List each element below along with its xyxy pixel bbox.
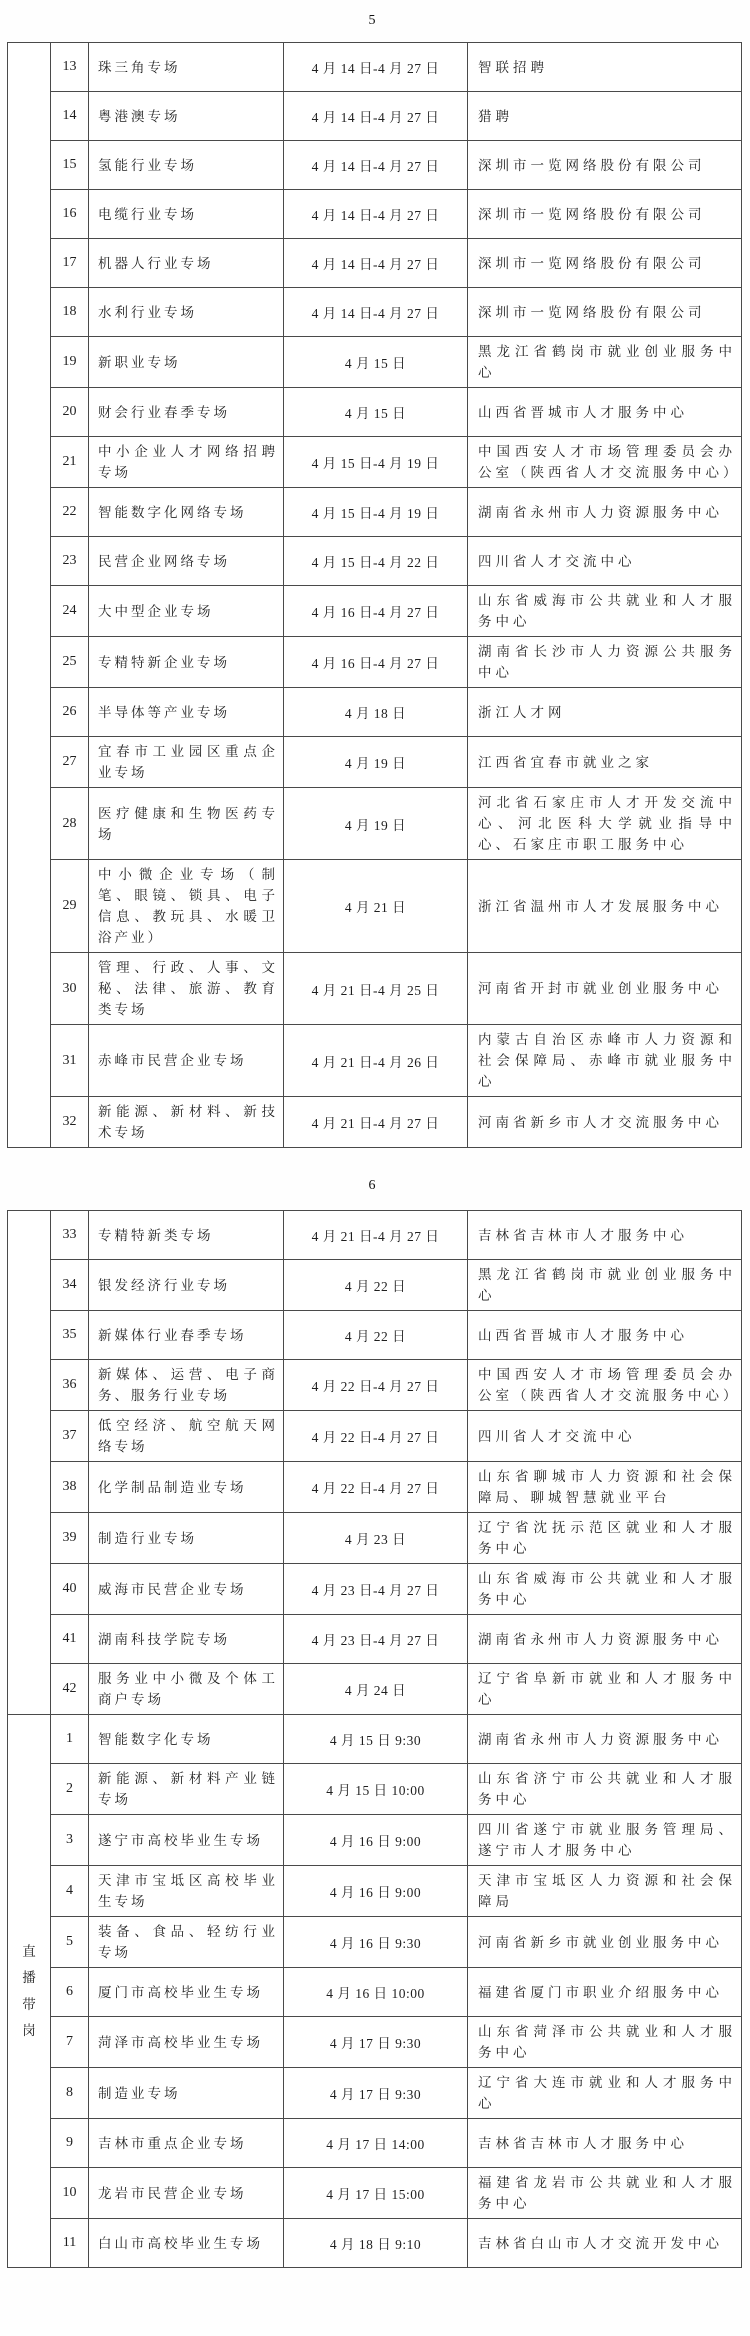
- event-date: 4 月 16 日-4 月 27 日: [284, 637, 468, 688]
- event-name: 服务业中小微及个体工商户专场: [89, 1664, 284, 1715]
- organizer: 河北省石家庄市人才开发交流中心、河北医科大学就业指导中心、石家庄市职工服务中心: [468, 788, 742, 860]
- row-number: 22: [51, 488, 89, 537]
- event-date: 4 月 21 日-4 月 26 日: [284, 1025, 468, 1097]
- row-number: 38: [51, 1462, 89, 1513]
- event-name: 新职业专场: [89, 337, 284, 388]
- organizer: 吉林省白山市人才交流开发中心: [468, 2219, 742, 2268]
- row-number: 32: [51, 1097, 89, 1148]
- organizer: 四川省遂宁市就业服务管理局、遂宁市人才服务中心: [468, 1815, 742, 1866]
- table-row: [8, 2219, 742, 2268]
- organizer: 辽宁省沈抚示范区就业和人才服务中心: [468, 1513, 742, 1564]
- table-row: [8, 239, 742, 288]
- table-row: [8, 2119, 742, 2168]
- event-name: 装备、食品、轻纺行业专场: [89, 1917, 284, 1968]
- row-number: 3: [51, 1815, 89, 1866]
- event-date: 4 月 24 日: [284, 1664, 468, 1715]
- table-row: [8, 953, 742, 1025]
- event-date: 4 月 17 日 15:00: [284, 2168, 468, 2219]
- event-name: 银发经济行业专场: [89, 1260, 284, 1311]
- organizer: 山东省济宁市公共就业和人才服务中心: [468, 1764, 742, 1815]
- row-number: 34: [51, 1260, 89, 1311]
- row-number: 41: [51, 1615, 89, 1664]
- row-number: 19: [51, 337, 89, 388]
- table-row: [8, 1211, 742, 1260]
- event-date: 4 月 17 日 14:00: [284, 2119, 468, 2168]
- row-number: 31: [51, 1025, 89, 1097]
- event-name: 民营企业网络专场: [89, 537, 284, 586]
- event-name: 新媒体行业春季专场: [89, 1311, 284, 1360]
- row-number: 5: [51, 1917, 89, 1968]
- event-date: 4 月 19 日: [284, 737, 468, 788]
- organizer: 四川省人才交流中心: [468, 537, 742, 586]
- event-date: 4 月 15 日: [284, 388, 468, 437]
- event-date: 4 月 16 日 10:00: [284, 1968, 468, 2017]
- event-name: 中小企业人才网络招聘专场: [89, 437, 284, 488]
- organizer: 黑龙江省鹤岗市就业创业服务中心: [468, 1260, 742, 1311]
- table-row: [8, 388, 742, 437]
- table-row: [8, 1564, 742, 1615]
- row-number: 9: [51, 2119, 89, 2168]
- event-date: 4 月 21 日-4 月 27 日: [284, 1097, 468, 1148]
- page-number: 5: [368, 13, 376, 28]
- organizer: 山西省晋城市人才服务中心: [468, 388, 742, 437]
- event-name: 吉林市重点企业专场: [89, 2119, 284, 2168]
- organizer: 辽宁省阜新市就业和人才服务中心: [468, 1664, 742, 1715]
- row-number: 33: [51, 1211, 89, 1260]
- table-row: [8, 1664, 742, 1715]
- row-number: 29: [51, 860, 89, 953]
- live-broadcast-label: [8, 1715, 51, 2268]
- row-number: 21: [51, 437, 89, 488]
- event-date: 4 月 17 日 9:30: [284, 2017, 468, 2068]
- event-date: 4 月 17 日 9:30: [284, 2068, 468, 2119]
- event-name: 财会行业春季专场: [89, 388, 284, 437]
- table-row: [8, 1462, 742, 1513]
- section-label-cell-empty: [8, 43, 51, 1148]
- table-row: [8, 1715, 742, 1764]
- event-name: 氢能行业专场: [89, 141, 284, 190]
- page-number: 6: [368, 1178, 376, 1193]
- event-date: 4 月 22 日-4 月 27 日: [284, 1360, 468, 1411]
- event-name: 专精特新企业专场: [89, 637, 284, 688]
- table-row: [8, 2168, 742, 2219]
- event-name: 电缆行业专场: [89, 190, 284, 239]
- organizer: 猎聘: [468, 92, 742, 141]
- organizer: 深圳市一览网络股份有限公司: [468, 288, 742, 337]
- event-date: 4 月 16 日 9:00: [284, 1866, 468, 1917]
- organizer: 内蒙古自治区赤峰市人力资源和社会保障局、赤峰市就业服务中心: [468, 1025, 742, 1097]
- event-name: 龙岩市民营企业专场: [89, 2168, 284, 2219]
- table-row: [8, 337, 742, 388]
- event-name: 智能数字化网络专场: [89, 488, 284, 537]
- label-char: 岗: [22, 2023, 36, 2038]
- label-char: 播: [22, 1970, 36, 1985]
- table-body: [8, 43, 742, 1148]
- organizer: 吉林省吉林市人才服务中心: [468, 2119, 742, 2168]
- row-number: 16: [51, 190, 89, 239]
- event-name: 智能数字化专场: [89, 1715, 284, 1764]
- event-date: 4 月 22 日: [284, 1260, 468, 1311]
- table-row: [8, 788, 742, 860]
- event-name: 威海市民营企业专场: [89, 1564, 284, 1615]
- row-number: 8: [51, 2068, 89, 2119]
- row-number: 6: [51, 1968, 89, 2017]
- organizer: 山西省晋城市人才服务中心: [468, 1311, 742, 1360]
- event-date: 4 月 21 日-4 月 27 日: [284, 1211, 468, 1260]
- table-row: [8, 1411, 742, 1462]
- organizer: 江西省宜春市就业之家: [468, 737, 742, 788]
- table-row: [8, 1866, 742, 1917]
- organizer: 深圳市一览网络股份有限公司: [468, 190, 742, 239]
- organizer: 河南省开封市就业创业服务中心: [468, 953, 742, 1025]
- event-date: 4 月 14 日-4 月 27 日: [284, 92, 468, 141]
- event-date: 4 月 16 日 9:00: [284, 1815, 468, 1866]
- section-label-cell-empty: [8, 1211, 51, 1715]
- event-date: 4 月 15 日-4 月 19 日: [284, 488, 468, 537]
- event-name: 白山市高校毕业生专场: [89, 2219, 284, 2268]
- event-date: 4 月 15 日 9:30: [284, 1715, 468, 1764]
- table-row: [8, 688, 742, 737]
- organizer: 深圳市一览网络股份有限公司: [468, 239, 742, 288]
- organizer: 深圳市一览网络股份有限公司: [468, 141, 742, 190]
- table-row: [8, 1360, 742, 1411]
- event-date: 4 月 15 日-4 月 22 日: [284, 537, 468, 586]
- organizer: 四川省人才交流中心: [468, 1411, 742, 1462]
- event-name: 管理、行政、人事、文秘、法律、旅游、教育类专场: [89, 953, 284, 1025]
- event-name: 专精特新类专场: [89, 1211, 284, 1260]
- table-row: [8, 1815, 742, 1866]
- event-date: 4 月 23 日: [284, 1513, 468, 1564]
- event-name: 制造业专场: [89, 2068, 284, 2119]
- table-row: [8, 1311, 742, 1360]
- event-name: 新能源、新材料、新技术专场: [89, 1097, 284, 1148]
- event-date: 4 月 21 日: [284, 860, 468, 953]
- event-date: 4 月 14 日-4 月 27 日: [284, 43, 468, 92]
- event-name: 珠三角专场: [89, 43, 284, 92]
- table-row: [8, 1097, 742, 1148]
- row-number: 25: [51, 637, 89, 688]
- event-name: 宜春市工业园区重点企业专场: [89, 737, 284, 788]
- event-name: 厦门市高校毕业生专场: [89, 1968, 284, 2017]
- row-number: 27: [51, 737, 89, 788]
- row-number: 14: [51, 92, 89, 141]
- row-number: 18: [51, 288, 89, 337]
- row-number: 26: [51, 688, 89, 737]
- table-row: [8, 1260, 742, 1311]
- event-name: 医疗健康和生物医药专场: [89, 788, 284, 860]
- event-date: 4 月 22 日-4 月 27 日: [284, 1411, 468, 1462]
- event-name: 湖南科技学院专场: [89, 1615, 284, 1664]
- row-number: 2: [51, 1764, 89, 1815]
- organizer: 湖南省永州市人力资源服务中心: [468, 1715, 742, 1764]
- row-number: 40: [51, 1564, 89, 1615]
- row-number: 28: [51, 788, 89, 860]
- row-number: 13: [51, 43, 89, 92]
- organizer: 山东省菏泽市公共就业和人才服务中心: [468, 2017, 742, 2068]
- organizer: 福建省厦门市职业介绍服务中心: [468, 1968, 742, 2017]
- event-date: 4 月 14 日-4 月 27 日: [284, 239, 468, 288]
- event-date: 4 月 15 日 10:00: [284, 1764, 468, 1815]
- row-number: 4: [51, 1866, 89, 1917]
- event-name: 赤峰市民营企业专场: [89, 1025, 284, 1097]
- organizer: 福建省龙岩市公共就业和人才服务中心: [468, 2168, 742, 2219]
- table-row: [8, 2068, 742, 2119]
- row-number: 23: [51, 537, 89, 586]
- table-row: [8, 2017, 742, 2068]
- table-row: [8, 1615, 742, 1664]
- table-row: [8, 92, 742, 141]
- table-row: [8, 860, 742, 953]
- organizer: 山东省威海市公共就业和人才服务中心: [468, 586, 742, 637]
- event-name: 新媒体、运营、电子商务、服务行业专场: [89, 1360, 284, 1411]
- event-name: 机器人行业专场: [89, 239, 284, 288]
- event-name: 粤港澳专场: [89, 92, 284, 141]
- event-name: 低空经济、航空航天网络专场: [89, 1411, 284, 1462]
- event-name: 制造行业专场: [89, 1513, 284, 1564]
- organizer: 湖南省永州市人力资源服务中心: [468, 1615, 742, 1664]
- table-row: [8, 537, 742, 586]
- event-date: 4 月 21 日-4 月 25 日: [284, 953, 468, 1025]
- table-row: [8, 1513, 742, 1564]
- event-name: 水利行业专场: [89, 288, 284, 337]
- organizer: 河南省新乡市就业创业服务中心: [468, 1917, 742, 1968]
- organizer: 中国西安人才市场管理委员会办公室（陕西省人才交流服务中心）: [468, 437, 742, 488]
- table-row: [8, 288, 742, 337]
- event-date: 4 月 14 日-4 月 27 日: [284, 141, 468, 190]
- event-date: 4 月 23 日-4 月 27 日: [284, 1615, 468, 1664]
- event-date: 4 月 22 日: [284, 1311, 468, 1360]
- row-number: 42: [51, 1664, 89, 1715]
- label-char: 直: [22, 1943, 36, 1959]
- row-number: 1: [51, 1715, 89, 1764]
- table-row: [8, 737, 742, 788]
- table-row: [8, 1025, 742, 1097]
- row-number: 30: [51, 953, 89, 1025]
- event-name: 菏泽市高校毕业生专场: [89, 2017, 284, 2068]
- organizer: 辽宁省大连市就业和人才服务中心: [468, 2068, 742, 2119]
- schedule-table-page6: [7, 1210, 742, 2268]
- row-number: 7: [51, 2017, 89, 2068]
- table-row: [8, 141, 742, 190]
- table-row: [8, 190, 742, 239]
- row-number: 24: [51, 586, 89, 637]
- row-number: 15: [51, 141, 89, 190]
- organizer: 中国西安人才市场管理委员会办公室（陕西省人才交流服务中心）: [468, 1360, 742, 1411]
- organizer: 山东省聊城市人力资源和社会保障局、聊城智慧就业平台: [468, 1462, 742, 1513]
- row-number: 20: [51, 388, 89, 437]
- schedule-table-page5: [7, 42, 742, 1148]
- event-date: 4 月 18 日 9:10: [284, 2219, 468, 2268]
- organizer: 浙江人才网: [468, 688, 742, 737]
- organizer: 山东省威海市公共就业和人才服务中心: [468, 1564, 742, 1615]
- row-number: 10: [51, 2168, 89, 2219]
- organizer: 湖南省长沙市人力资源公共服务中心: [468, 637, 742, 688]
- table-row: [8, 43, 742, 92]
- live-broadcast-vertical-text: [9, 1945, 49, 2038]
- table-row: [8, 637, 742, 688]
- organizer: 浙江省温州市人才发展服务中心: [468, 860, 742, 953]
- event-date: 4 月 16 日-4 月 27 日: [284, 586, 468, 637]
- row-number: 39: [51, 1513, 89, 1564]
- label-char: 带: [22, 1996, 36, 2012]
- event-date: 4 月 16 日 9:30: [284, 1917, 468, 1968]
- table-row: [8, 586, 742, 637]
- organizer: 黑龙江省鹤岗市就业创业服务中心: [468, 337, 742, 388]
- row-number: 17: [51, 239, 89, 288]
- event-date: 4 月 23 日-4 月 27 日: [284, 1564, 468, 1615]
- event-date: 4 月 22 日-4 月 27 日: [284, 1462, 468, 1513]
- organizer: 吉林省吉林市人才服务中心: [468, 1211, 742, 1260]
- table-row: [8, 488, 742, 537]
- table-row: [8, 1764, 742, 1815]
- table-row: [8, 1917, 742, 1968]
- event-name: 天津市宝坻区高校毕业生专场: [89, 1866, 284, 1917]
- organizer: 河南省新乡市人才交流服务中心: [468, 1097, 742, 1148]
- event-date: 4 月 18 日: [284, 688, 468, 737]
- event-date: 4 月 14 日-4 月 27 日: [284, 288, 468, 337]
- event-name: 半导体等产业专场: [89, 688, 284, 737]
- table-row: [8, 437, 742, 488]
- event-date: 4 月 14 日-4 月 27 日: [284, 190, 468, 239]
- row-number: 35: [51, 1311, 89, 1360]
- event-name: 中小微企业专场（制笔、眼镜、锁具、电子信息、教玩具、水暖卫浴产业）: [89, 860, 284, 953]
- table-row: [8, 1968, 742, 2017]
- event-name: 遂宁市高校毕业生专场: [89, 1815, 284, 1866]
- event-name: 化学制品制造业专场: [89, 1462, 284, 1513]
- organizer: 湖南省永州市人力资源服务中心: [468, 488, 742, 537]
- row-number: 36: [51, 1360, 89, 1411]
- event-date: 4 月 15 日: [284, 337, 468, 388]
- event-date: 4 月 15 日-4 月 19 日: [284, 437, 468, 488]
- row-number: 11: [51, 2219, 89, 2268]
- event-name: 大中型企业专场: [89, 586, 284, 637]
- organizer: 智联招聘: [468, 43, 742, 92]
- event-name: 新能源、新材料产业链专场: [89, 1764, 284, 1815]
- organizer: 天津市宝坻区人力资源和社会保障局: [468, 1866, 742, 1917]
- table-body: [8, 1211, 742, 2268]
- event-date: 4 月 19 日: [284, 788, 468, 860]
- row-number: 37: [51, 1411, 89, 1462]
